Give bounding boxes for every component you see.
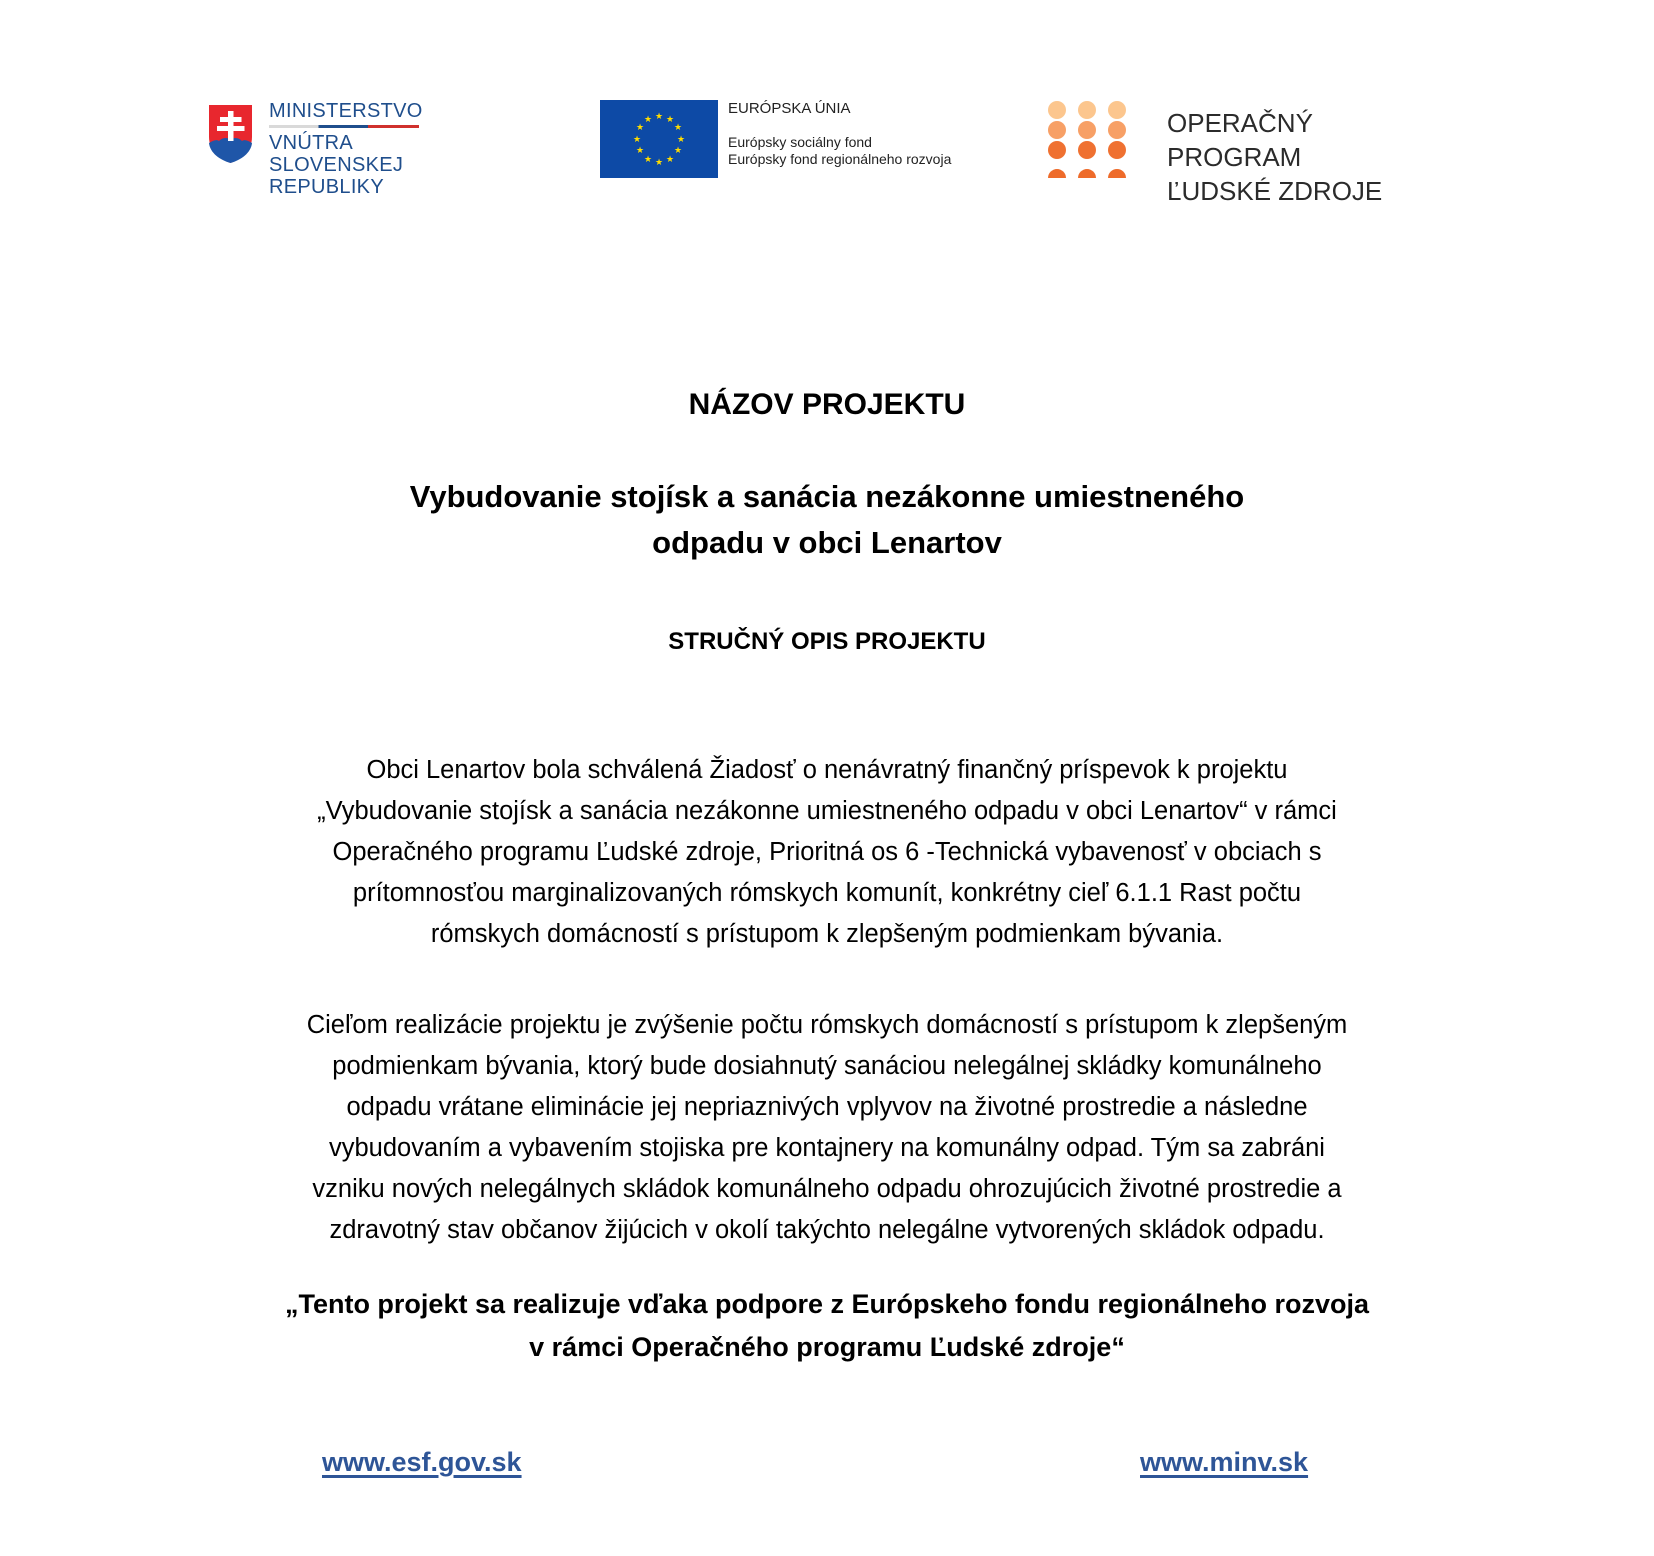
ministry-tricolor-rule [269, 125, 419, 128]
svg-text:★: ★ [665, 115, 675, 125]
svg-text:★: ★ [635, 146, 645, 156]
project-title-line: Vybudovanie stojísk a sanácia nezákonne umiestneného [409, 479, 1245, 514]
paragraph-line: podmienkam bývania, ktorý bude dosiahnutý sanáciou nelegálnej skládky komunálneho [332, 1052, 1322, 1080]
eu-logo [600, 100, 1000, 180]
paragraph-line: odpadu vrátane eliminácie jej nepriaznivých vplyvov na životné prostredie a následne [346, 1093, 1308, 1121]
funding-statement-line: „Tento projekt sa realizuje vďaka podpore z Európskeho fondu regionálneho rozvoja [284, 1289, 1370, 1319]
eu-flag-icon [600, 100, 718, 178]
description-paragraph-1 [180, 750, 1474, 955]
svg-text:★: ★ [635, 123, 645, 133]
paragraph-line: Operačného programu Ľudské zdroje, Prioritná os 6 -Technická vybavenosť v obciach s [332, 838, 1322, 866]
eu-title: EURÓPSKA ÚNIA [728, 100, 851, 117]
description-paragraph-2 [180, 1005, 1474, 1251]
svg-text:★: ★ [632, 135, 642, 145]
heading-project-description: STRUČNÝ OPIS PROJEKTU [668, 628, 986, 655]
svg-text:★: ★ [665, 155, 675, 165]
slovak-coat-of-arms-icon [207, 103, 254, 165]
minv-website-link[interactable]: www.minv.sk [1140, 1447, 1309, 1477]
svg-text:★: ★ [654, 112, 664, 122]
op-line2: ĽUDSKÉ ZDROJE [1167, 176, 1383, 206]
svg-text:★: ★ [673, 146, 683, 156]
orange-dots-icon [1045, 100, 1129, 178]
svg-text:★: ★ [643, 155, 653, 165]
funding-statement [0, 1283, 1654, 1369]
paragraph-line: „Vybudovanie stojísk a sanácia nezákonne umiestneného odpadu v obci Lenartov“ v rámci [317, 797, 1337, 825]
eu-fund-regional: Európsky fond regionálneho rozvoja [728, 151, 952, 167]
ministry-line2: VNÚTRA [269, 132, 354, 154]
paragraph-line: prítomnosťou marginalizovaných rómskych komunít, konkrétny cieľ 6.1.1 Rast počtu [352, 879, 1302, 907]
ministry-line3: SLOVENSKEJ REPUBLIKY [269, 154, 404, 198]
paragraph-line: Obci Lenartov bola schválená Žiadosť o nenávratný finančný príspevok k projektu [366, 756, 1288, 784]
operational-programme-logo [1045, 100, 1445, 206]
funding-statement-line: v rámci Operačného programu Ľudské zdroje“ [529, 1332, 1125, 1362]
project-title-line: odpadu v obci Lenartov [652, 525, 1002, 560]
op-line1: OPERAČNÝ PROGRAM [1167, 108, 1313, 172]
paragraph-line: zdravotný stav občanov žijúcich v okolí takýchto nelegálne vytvorených skládok odpadu. [329, 1216, 1325, 1244]
ministry-line1: MINISTERSTVO [269, 100, 423, 122]
project-title [0, 474, 1654, 566]
svg-text:★: ★ [654, 158, 664, 168]
esf-website-link[interactable]: www.esf.gov.sk [322, 1447, 522, 1477]
paragraph-line: vybudovaním a vybavením stojiska pre kontajnery na komunálny odpad. Tým sa zabráni [329, 1134, 1325, 1162]
paragraph-line: Cieľom realizácie projektu je zvýšenie počtu rómskych domácností s prístupom k zlepšeným [306, 1011, 1348, 1039]
svg-text:★: ★ [673, 123, 683, 133]
paragraph-line: rómskych domácností s prístupom k zlepšeným podmienkam bývania. [430, 920, 1224, 948]
eu-fund-social: Európsky sociálny fond [728, 134, 872, 150]
svg-text:★: ★ [676, 135, 686, 145]
heading-project-name: NÁZOV PROJEKTU [688, 388, 966, 421]
ministry-logo [207, 100, 517, 198]
svg-text:★: ★ [643, 115, 653, 125]
paragraph-line: vzniku nových nelegálnych skládok komunálneho odpadu ohrozujúcich životné prostredie a [312, 1175, 1342, 1203]
